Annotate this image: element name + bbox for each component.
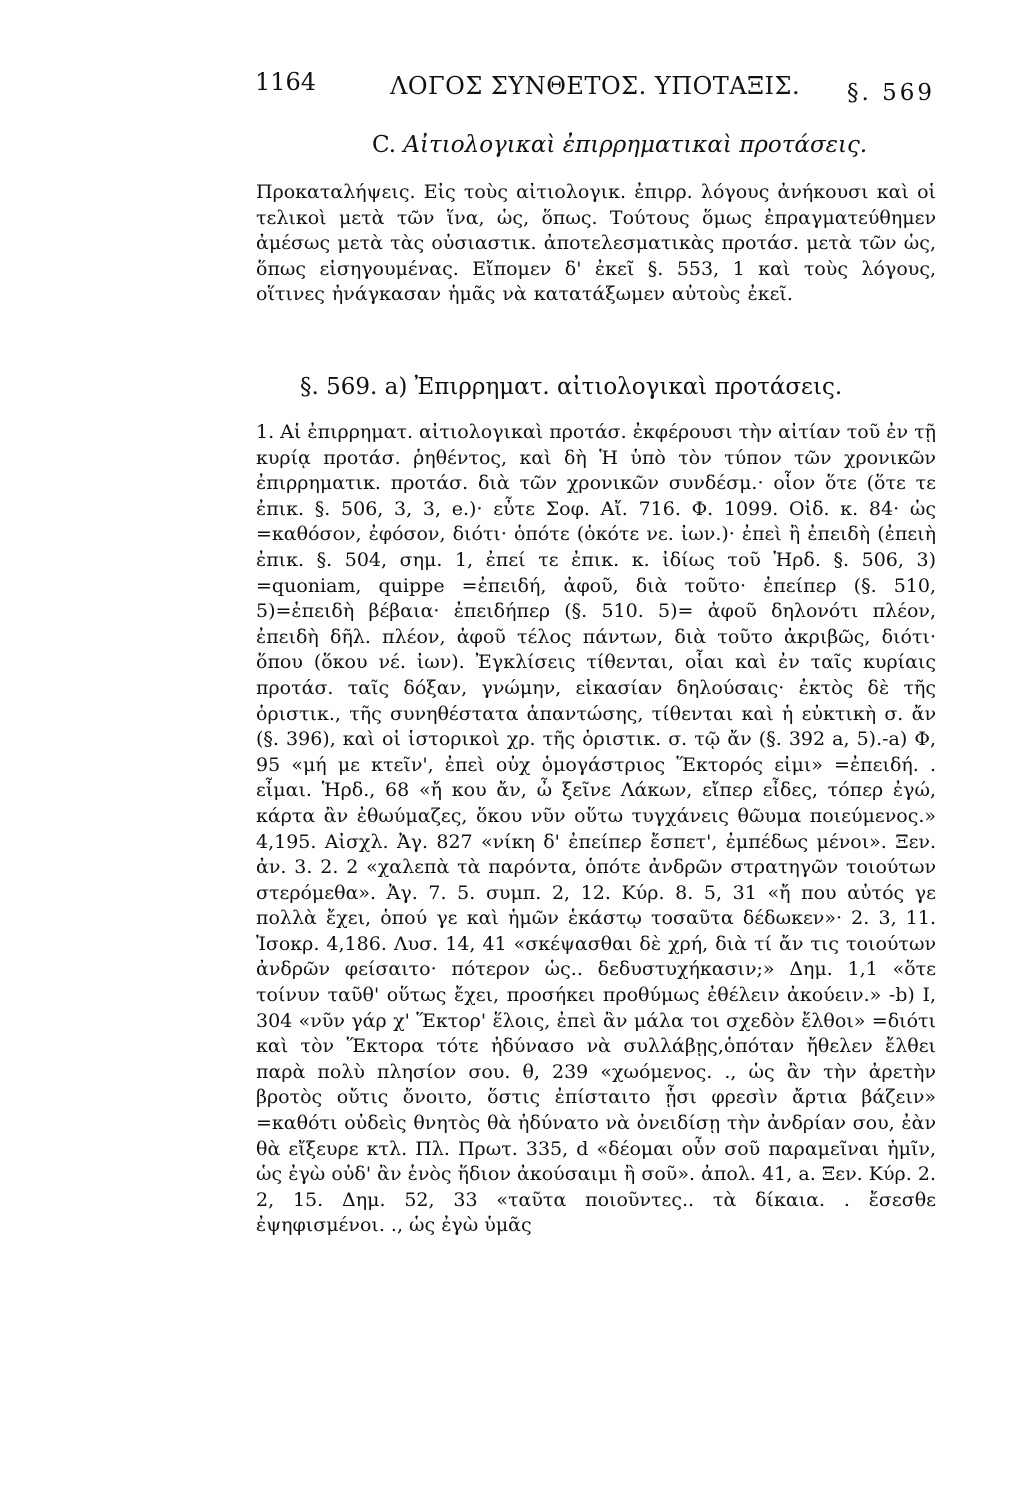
subsection-letter: C.	[372, 132, 397, 158]
running-head	[255, 68, 935, 108]
section-heading: §. 569. a) Ἐπιρρηματ. αἰτιολογικαὶ προτάσεις.	[300, 374, 843, 400]
subsection-title: Αἰτιολογικαὶ ἐπιρρηματικαὶ προτάσεις.	[403, 132, 868, 158]
preliminary-note-text: Προκαταλήψεις. Εἰς τοὺς αἰτιολογικ. ἐπιρρ. λόγους ἀνήκουσι καὶ οἱ τελικοὶ μετὰ τῶν ἵνα, ὡς, ὅπως. Τούτους ὅμως ἐπραγματεύθημεν ἀμέσως μετὰ τὰς οὐσιαστικ. ἀποτελεσματικὰς προτάσ. μετὰ τῶν ὡς, ὅπως εἰσηγουμένας. Εἴπομεν δ' ἐκεῖ §. 553, 1 καὶ τοὺς λόγους, οἵτινες ἠνάγκασαν ἡμᾶς νὰ κατατάξωμεν αὐτοὺς ἐκεῖ.	[256, 181, 936, 306]
subsection-heading	[372, 132, 867, 158]
page-number: 1164	[255, 68, 317, 96]
running-section: §. 569	[846, 80, 935, 106]
main-body-text: 1. Αἱ ἐπιρρηματ. αἰτιολογικαὶ προτάσ. ἐκφέρουσι τὴν αἰτίαν τοῦ ἐν τῇ κυρίᾳ προτάσ. ῥηθέντος, καὶ δὴ Ἡ ὑπὸ τὸν τύπον τῶν χρονικῶν ἐπιρρηματικ. προτάσ. διὰ τῶν χρονικῶν συνδέσμ.· οἷον ὅτε (ὅτε τε ἐπικ. §. 506, 3, 3, e.)· εὖτε Σοφ. Αἴ. 716. Φ. 1099. Οἰδ. κ. 84· ὡς =καθόσον, ἐφόσον, διότι· ὁπότε (ὁκότε νε. ἰων.)· ἐπεὶ ἢ ἐπειδὴ (ἐπειὴ ἐπικ. §. 504, σημ. 1, ἐπεί τε ἐπικ. κ. ἰδίως τοῦ Ἡρδ. §. 506, 3) =quoniam, quippe =ἐπειδή, ἀφοῦ, διὰ τοῦτο· ἐπείπερ (§. 510, 5)=ἐπειδὴ βέβαια· ἐπειδήπερ (§. 510. 5)= ἀφοῦ δηλονότι πλέον, ἐπειδὴ δῆλ. πλέον, ἀφοῦ τέλος πάντων, διὰ τοῦτο ἀκριβῶς, διότι· ὅπου (ὅκου νέ. ἰων). Ἐγκλίσεις τίθενται, οἷαι καὶ ἐν ταῖς κυρίαις προτάσ. ταῖς δόξαν, γνώμην, εἰκασίαν δηλούσαις· ἐκτὸς δὲ τῆς ὁριστικ., τῆς συνηθέστατα ἁπαντώσης, τίθενται καὶ ἡ εὐκτικὴ σ. ἄν (§. 396), καὶ οἱ ἱστορικοὶ χρ. τῆς ὁριστικ. σ. τῷ ἄν (§. 392 a, 5).-a) Φ, 95 «μή με κτεῖν', ἐπεὶ οὐχ ὁμογάστριος Ἕκτορός εἰμι» =ἐπειδή. . εἶμαι. Ἡρδ., 68 «ἤ κου ἄν, ὦ ξεῖνε Λάκων, εἴπερ εἶδες, τόπερ ἐγώ, κάρτα ἂν ἐθωύμαζες, ὅκου νῦν οὕτω τυγχάνεις θῶυμα ποιεύμενος.» 4,195. Αἰσχλ. Ἀγ. 827 «νίκη δ' ἐπείπερ ἔσπετ', ἐμπέδως μένοι». Ξεν. ἀν. 3. 2. 2 «χαλεπὰ τὰ παρόντα, ὁπότε ἀνδρῶν στρατηγῶν τοιούτων στερόμεθα». Ἀγ. 7. 5. συμπ. 2, 12. Κύρ. 8. 5, 31 «ἤ που αὐτός γε πολλὰ ἔχει, ὁπού γε καὶ ἡμῶν ἑκάστῳ τοσαῦτα δέδωκεν»· 2. 3, 11. Ἰσοκρ. 4,186. Λυσ. 14, 41 «σκέψασθαι δὲ χρή, διὰ τί ἄν τις τοιούτων ἀνδρῶν φείσαιτο· πότερον ὡς.. δεδυστυχήκασιν;» Δημ. 1,1 «ὅτε τοίνυν ταῦθ' οὕτως ἔχει, προσήκει προθύμως ἐθέλειν ἀκούειν.» -b) I, 304 «νῦν γάρ χ' Ἕκτορ' ἕλοις, ἐπεὶ ἂν μάλα τοι σχεδὸν ἔλθοι» =διότι καὶ τὸν Ἕκτορα τότε ἠδύνασο νὰ συλλάβῃς,ὁπόταν ἤθελεν ἔλθει παρὰ πολὺ πλησίον σου. θ, 239 «χωόμενος. ., ὡς ἂν τὴν ἀρετὴν βροτὸς οὔτις ὄνοιτο, ὅστις ἐπίσταιτο ᾗσι φρεσὶν ἄρτια βάζειν» =καθότι οὐδεὶς θνητὸς θὰ ἠδύνατο νὰ ὀνειδίσῃ τὴν ἀνδρίαν σου, ἐὰν θὰ εἴξευρε κτλ. Πλ. Πρωτ. 335, d «δέομαι οὖν σοῦ παραμεῖναι ἡμῖν, ὡς ἐγὼ οὐδ' ἂν ἑνὸς ἥδιον ἀκούσαιμι ἢ σοῦ». ἀπολ. 41, a. Ξεν. Κύρ. 2. 2, 15. Δημ. 52, 33 «ταῦτα ποιοῦντες.. τὰ δίκαια. . ἔσεσθε ἐψηφισμένοι. ., ὡς ἐγὼ ὑμᾶς	[256, 421, 936, 1237]
main-body	[256, 420, 936, 1239]
preliminary-note	[256, 180, 936, 308]
running-title: ΛΟΓΟΣ ΣΥΝΘΕΤΟΣ. ΥΠΟΤΑΞΙΣ.	[390, 72, 801, 100]
